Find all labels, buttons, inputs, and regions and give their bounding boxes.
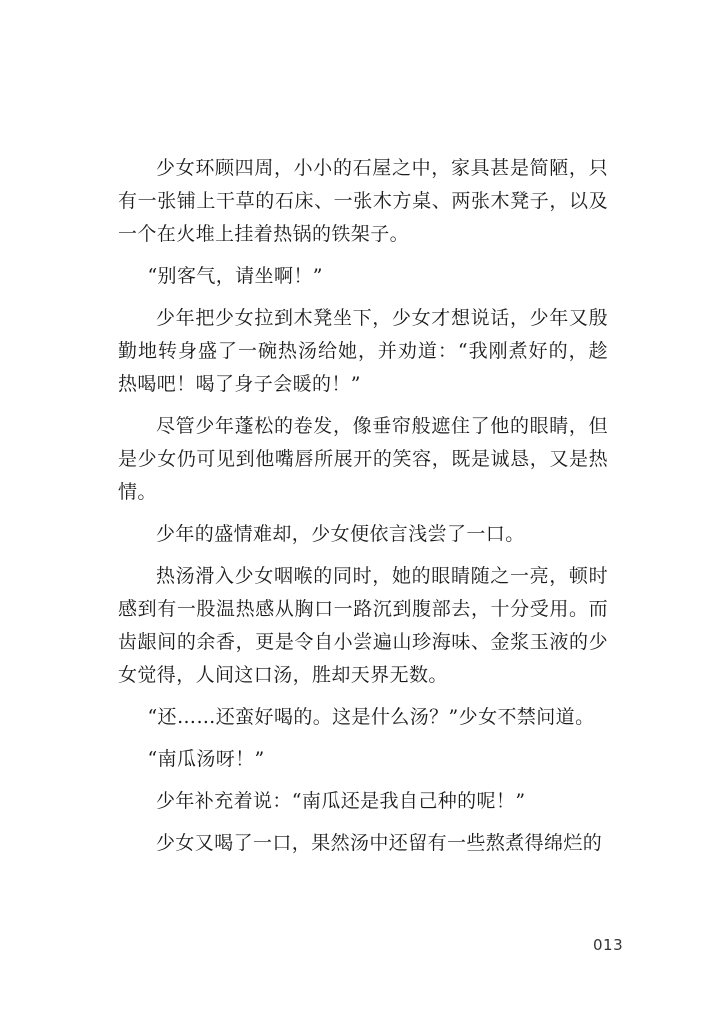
body-text: [118, 152, 608, 869]
paragraph-8: “南瓜汤呀！”: [147, 748, 265, 770]
paragraph-5: 少年的盛情难却，少女便依言浅尝了一口。: [156, 523, 525, 545]
paragraph-7: “还……还蛮好喝的。这是什么汤？”少女不禁问道。: [147, 706, 595, 728]
paragraph-1: 少女环顾四周，小小的石屋之中，家具甚是简陋，只有一张铺上干草的石床、一张木方桌、两张木凳子，以及一个在火堆上挂着热锅的铁架子。: [118, 157, 608, 245]
paragraph-4: 尽管少年蓬松的卷发，像垂帘般遮住了他的眼睛，但是少女仍可见到他嘴唇所展开的笑容，既是诚恳，又是热情。: [118, 415, 608, 503]
paragraph-6: 热汤滑入少女咽喉的同时，她的眼睛随之一亮，顿时感到有一股温热感从胸口一路沉到腹部去，十分受用。而齿龈间的余香，更是令自小尝遍山珍海味、金浆玉液的少女觉得，人间这口汤，胜却天界无数。: [118, 565, 608, 686]
paragraph-10: 少女又喝了一口，果然汤中还留有一些熬煮得绵烂的: [156, 832, 603, 854]
page-number: 013: [593, 936, 624, 954]
paragraph-9: 少年补充着说：“南瓜还是我自己种的呢！”: [156, 790, 526, 812]
paragraph-2: “别客气，请坐啊！”: [147, 265, 323, 287]
paragraph-3: 少年把少女拉到木凳坐下，少女才想说话，少年又殷勤地转身盛了一碗热汤给她，并劝道：“我刚煮好的，趁热喝吧！喝了身子会暖的！”: [118, 307, 608, 395]
